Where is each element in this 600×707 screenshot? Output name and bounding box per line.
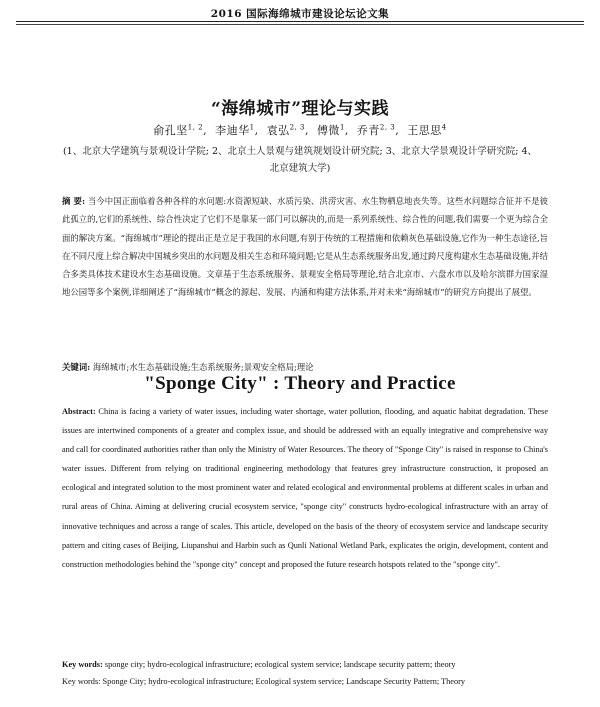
english-keywords-text: sponge city; hydro-ecological infrastructure; ecological system service; landscape security pattern; theory [104,660,456,669]
english-keywords-label: Key words: [62,660,103,669]
author: 乔青 [356,124,380,137]
english-abstract [62,402,548,574]
header-rule-thin [16,24,584,25]
author: 俞孔坚 [153,124,188,137]
running-header: 2016 国际海绵城市建设论坛论文集 [210,8,390,20]
author-affiliation-mark: 2, 3 [379,123,396,132]
affiliations: (1、北京大学建筑与景观设计学院; 2、北京土人景观与建筑规划设计研究院; 3、北京大学景观设计学研究院; 4、北京建筑大学) [62,146,538,174]
english-abstract-label: Abstract: [62,407,96,416]
chinese-title: “海绵城市”理论与实践 [210,99,390,119]
english-title: "Sponge City" : Theory and Practice [144,373,456,394]
author: 袁弘 [266,124,290,137]
author-affiliation-mark: 1, 2 [187,123,204,132]
author: 李迪华 [215,124,250,137]
chinese-abstract-text: 当今中国正面临着各种各样的水问题:水资源短缺、水质污染、洪涝灾害、水生物栖息地丧失等。这些水问题综合征并不是彼此孤立的,它们的系统性、综合性决定了它们不是靠某一部门可以解决的,而是一系列系统性、综合性的问题,我们需要一个更为综合全面的解决方案。“海绵城市”理论的提出正是立足于我国的水问题,有别于传统的工程措施和依赖灰色基础设施,它作为一种生态途径,旨在不同尺度上综合解决中国城乡突出的水问题及相关生态和环境问题;它是从生态系统服务出发,通过跨尺度构建水生态基础设施,并结合多类具体技术建设水生态基础设施。文章基于生态系统服务、景观安全格局等理论,结合北京市、六盘水市以及哈尔滨群力国家湿地公园等多个案例,详细阐述了“海绵城市”概念的源起、发展、内涵和构建方法体系,并对未来“海绵城市”的研究方向提出了展望。 [62,196,548,298]
chinese-keywords-label: 关键词: [62,362,91,372]
author: 王思思 [407,124,442,137]
author-affiliation-mark: 4 [441,123,447,132]
author-affiliation-mark: 1 [339,123,345,132]
english-keywords [62,656,548,690]
author: 傅微 [316,124,340,137]
author-affiliation-mark: 1 [249,123,255,132]
author-affiliation-mark: 2, 3 [289,123,305,132]
header-rule [16,21,584,22]
chinese-keywords [62,360,548,374]
author-list: 俞孔坚$^{1, 2}$, 李迪华$^1$, 袁弘$^{2, 3}$, 傅微$^1$, 乔青$^{2, 3}$, 王思思$^4$ [153,123,447,137]
chinese-abstract-label: 摘 要: [62,196,86,206]
english-keywords-alt: Key words: Sponge City; hydro-ecological infrastructure; Ecological system service; Landscape Security Pattern; Theory [62,677,466,686]
chinese-abstract [62,192,548,302]
english-abstract-text: China is facing a variety of water issues, including water shortage, water pollution, flooding, and aquatic habitat degradation. These issues are intertwined components of a greater and complex issue, and should be addressed with an equally integrative and comprehensive way and call for coordinated authorities rather than only the Ministry of Water Resources. The theory of "Sponge City" is raised in response to China's water issues. Different from relying on traditional engineering methodology that features grey infrastructure construction, it proposed an ecological and integrated solution to the most prominent water and related ecological and environmental problems at different scales in urban and rural areas of China. Aiming at delivering crucial ecosystem service, "sponge city" constructs hydro-ecological infrastructure with an array of innovative techniques and across a range of scales. This article, developed on the basis of the theory of ecosystem service and landscape security pattern and citing cases of Beijing, Liupanshui and Harbin such as Qunli National Wetland Park, explicates the origin, development, content and construction methodologies behind the "sponge city" concept and proposed the future research hotspots related to the "sponge city". [62,407,548,569]
chinese-keywords-text: 海绵城市;水生态基础设施;生态系统服务;景观安全格局;理论 [92,362,314,372]
